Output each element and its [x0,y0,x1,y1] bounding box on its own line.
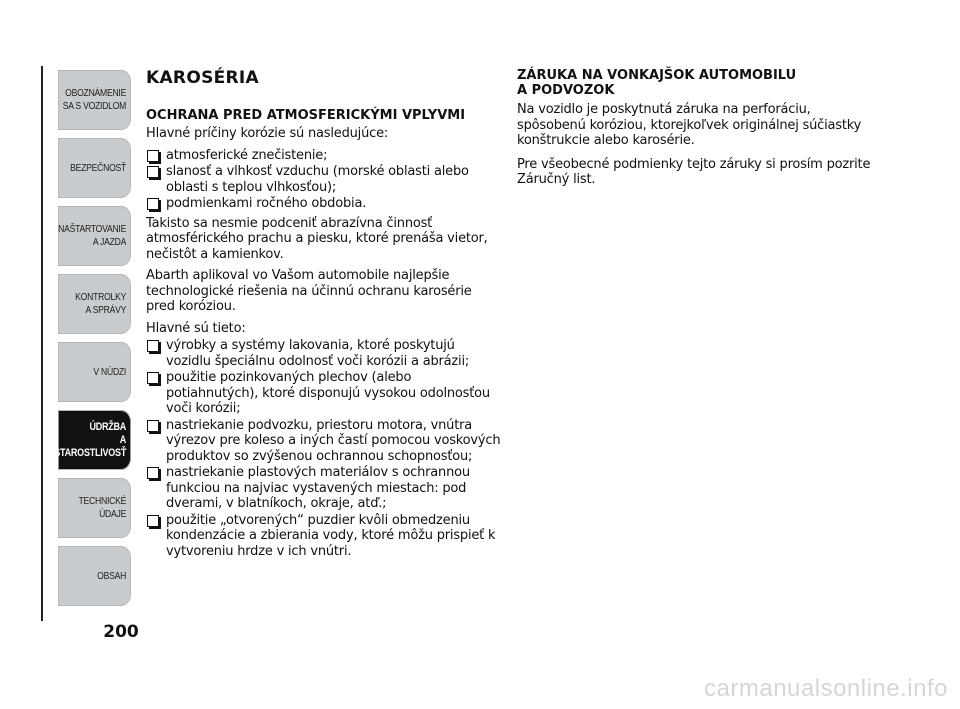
heading-line: A PODVOZOK [517,83,615,98]
list-item [146,513,501,560]
section-heading [517,68,872,98]
tab-label: KONTROLKY A SPRÁVY [75,291,127,316]
right-column [517,68,872,194]
checkbox-bullet-icon [147,150,159,162]
list-item-text: výrobky a systémy lakovania, ktoré poskytujú vozidlu špeciálnu odolnosť voči korózii a abrázii; [166,338,470,369]
measures-list [146,338,501,559]
watermark: carmanualsonline.info [704,675,948,702]
list-item-text: použitie pozinkovaných plechov (alebo potiahnutých), ktoré disponujú vysokou odolnosťou voči korózii; [166,370,490,416]
tab-nastartovanie[interactable] [58,206,131,266]
tab-technicke[interactable] [58,478,131,538]
tab-kontrolky[interactable] [58,274,131,334]
causes-list [146,148,501,212]
list-item [146,465,501,512]
intro-text: Hlavné príčiny korózie sú nasledujúce: [146,126,389,141]
list-item [146,196,501,212]
paragraph: Takisto sa nesmie podceniť abrazívna činnosť atmosférického prachu a piesku, ktoré prenáša vietor, nečistôt a kamienkov. [146,215,488,262]
tab-label: OBOZNÁMENIE SA S VOZIDLOM [62,87,127,112]
paragraph: Abarth aplikoval vo Vašom automobile najlepšie technologické riešenia na účinnú ochranu karosérie pred koróziou. [146,268,472,314]
checkbox-bullet-icon [147,515,159,527]
tab-label: BEZPEČNOSŤ [70,161,127,174]
tab-label: V NÚDZI [93,365,127,378]
tab-obsah[interactable] [58,546,131,606]
list-item-text: použitie „otvorených“ puzdier kvôli obmedzeniu kondenzácie a zbierania vody, ktoré môžu prispieť k vytvoreniu hrdze v ich vnútri. [166,512,496,559]
paragraph: Hlavné sú tieto: [146,320,246,336]
checkbox-bullet-icon [147,340,159,352]
list-item-text: nastriekanie plastových materiálov s ochrannou funkciou na najviac vystavených miestach: pod dverami, v blatníkoch, okraje, atď.; [166,465,470,511]
list-item-text: atmosferické znečistenie; [166,147,328,163]
checkbox-bullet-icon [147,198,159,210]
checkbox-bullet-icon [147,166,159,178]
paragraph: Pre všeobecné podmienky tejto záruky si prosím pozrite Záručný list. [517,156,871,187]
tab-udrzba[interactable] [54,410,131,470]
page-title: KAROSÉRIA [146,68,260,88]
tab-oboznamenie[interactable] [58,70,131,130]
list-item-text: slanosť a vlhkosť vzduchu (morské oblasti alebo oblasti s teplou vlhkosťou); [166,164,469,195]
heading-line: ZÁRUKA NA VONKAJŠOK AUTOMOBILU [517,68,797,83]
paragraph: Na vozidlo je poskytnutá záruka na perforáciu, spôsobenú koróziou, ktorejkoľvek originálnej súčiastky konštrukcie alebo karosérie. [517,102,862,148]
tab-label: TECHNICKÉ ÚDAJE [78,495,127,520]
tab-label: ÚDRŽBA A STAROSTLIVOSŤ [54,420,127,459]
sidebar-rail [41,66,43,621]
tab-v-nudzi[interactable] [58,342,131,402]
list-item-text: podmienkami ročného obdobia. [166,196,367,211]
checkbox-bullet-icon [147,467,159,479]
list-item [146,370,501,417]
list-item-text: nastriekanie podvozku, priestoru motora, vnútra výrezov pre koleso a iných častí pomocou voskových produktov so zvýšenou ochrannou schopnosťou; [166,417,501,464]
tab-bezpecnost[interactable] [58,138,131,198]
list-item [146,164,501,195]
left-column [146,68,501,563]
tab-label: OBSAH [97,569,127,582]
list-item [146,148,501,164]
checkbox-bullet-icon [147,420,159,432]
checkbox-bullet-icon [147,372,159,384]
list-item [146,418,501,465]
tab-label: NAŠTARTOVANIE A JAZDA [58,223,127,248]
section-heading: OCHRANA PRED ATMOSFERICKÝMI VPLYVMI [146,108,466,123]
page-number: 200 [103,622,139,642]
list-item [146,338,501,369]
